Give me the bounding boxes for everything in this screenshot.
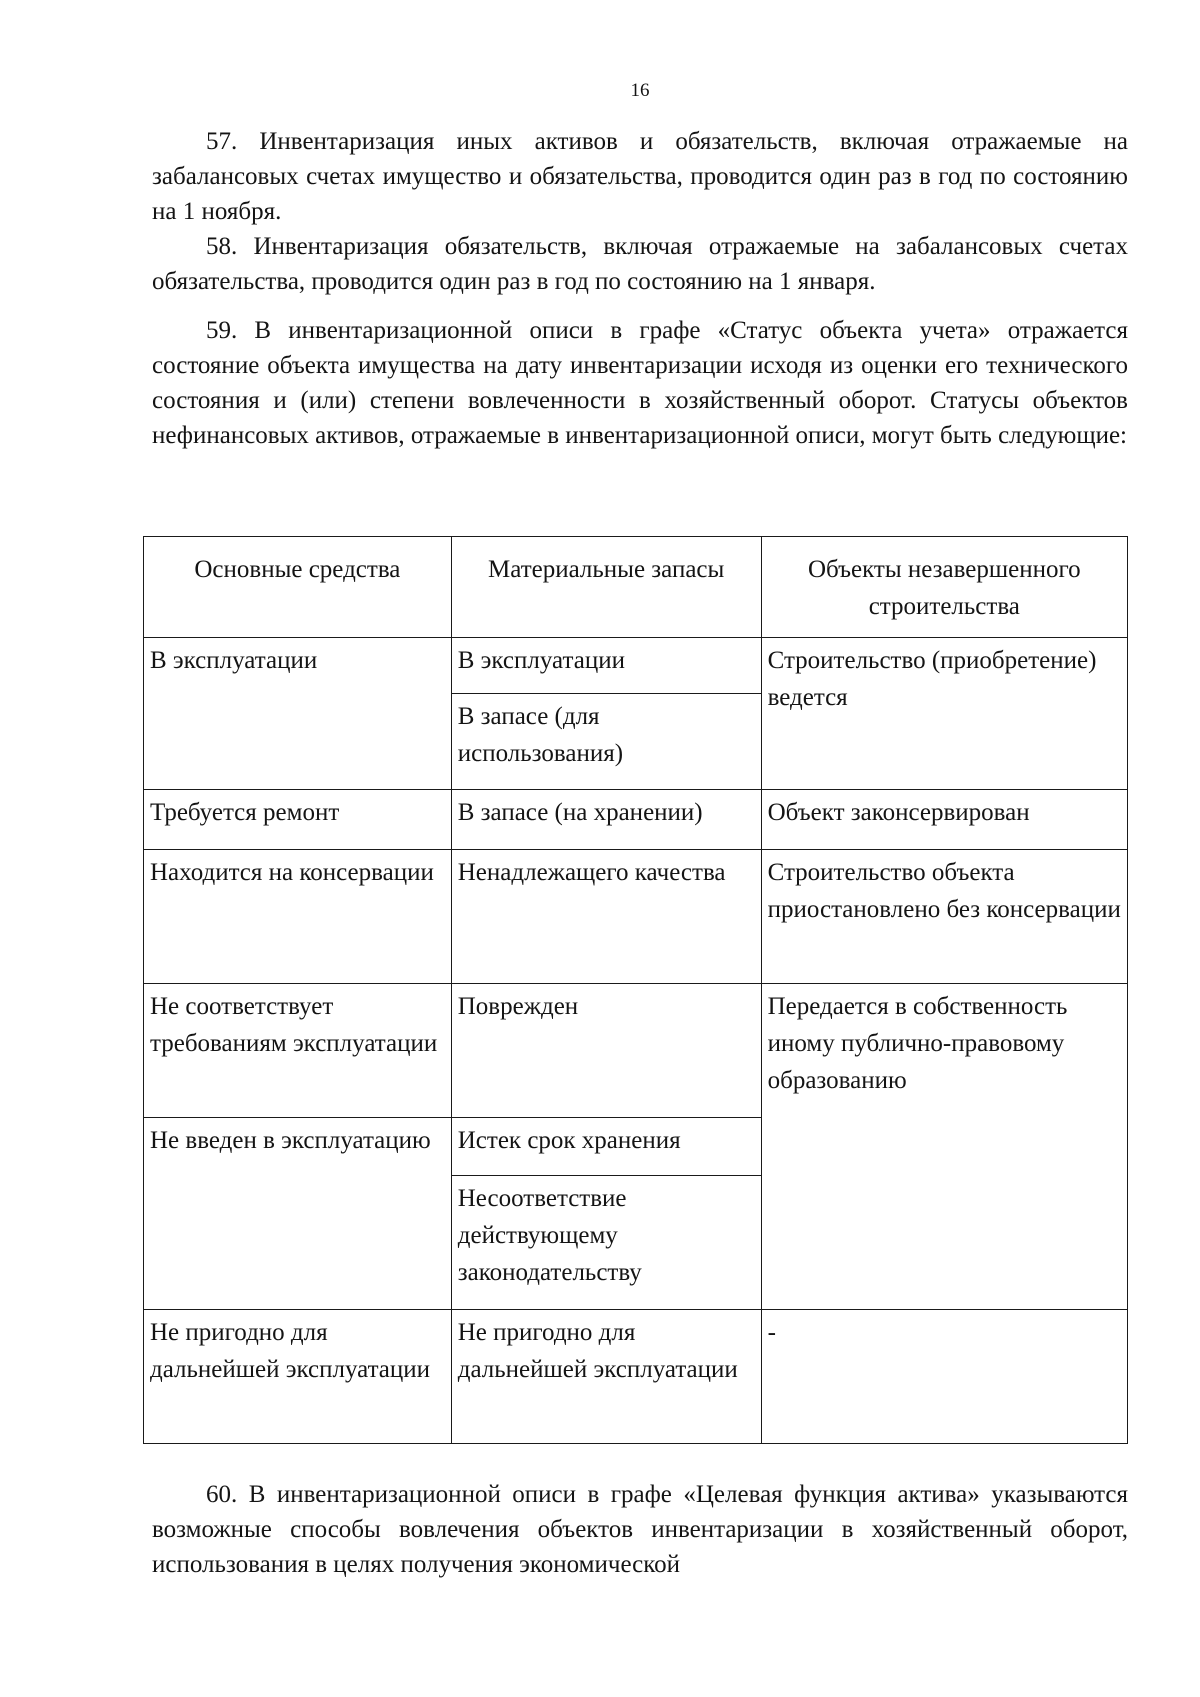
- cell-mz-noncompliance-law: Несоответствие действующему законодательству: [451, 1176, 761, 1310]
- cell-ons-conserved: Объект законсервирован: [761, 790, 1127, 850]
- table-header-row: [144, 537, 1128, 638]
- cell-ons-transfer: Передается в собственность иному публично-правовому образованию: [761, 984, 1127, 1310]
- cell-os-conservation: Находится на консервации: [144, 850, 452, 984]
- cell-os-in-use: В эксплуатации: [144, 638, 452, 790]
- asset-status-table: [143, 536, 1128, 1444]
- paragraph-60: 60. В инвентаризационной описи в графе «Целевая функция актива» указываются возможные способы вовлечения объектов инвентаризации в хозяйственный оборот, использования в целях получения экономической: [152, 1481, 1128, 1578]
- paragraph-57: 57. Инвентаризация иных активов и обязательств, включая отражаемые на забалансовых счетах имущество и обязательства, проводится один раз в год по состоянию на 1 ноября.: [152, 128, 1128, 225]
- cell-ons-in-progress: Строительство (приобретение) ведется: [761, 638, 1127, 790]
- paragraph-58: 58. Инвентаризация обязательств, включая отражаемые на забалансовых счетах обязательства, проводится один раз в год по состоянию на 1 января.: [152, 233, 1128, 295]
- cell-os-not-commissioned: Не введен в эксплуатацию: [144, 1118, 452, 1310]
- table-row: [144, 984, 1128, 1118]
- table-row: [144, 850, 1128, 984]
- table-row: [144, 1310, 1128, 1444]
- page-number: 16: [630, 80, 650, 101]
- cell-os-noncompliant: Не соответствует требованиям эксплуатации: [144, 984, 452, 1118]
- cell-mz-in-storage: В запасе (на хранении): [451, 790, 761, 850]
- header-inventories: Материальные запасы: [451, 537, 761, 638]
- header-construction-in-progress: Объекты незавершенного строительства: [761, 537, 1127, 638]
- cell-ons-suspended: Строительство объекта приостановлено без консервации: [761, 850, 1127, 984]
- header-fixed-assets: Основные средства: [144, 537, 452, 638]
- cell-os-unfit: Не пригодно для дальнейшей эксплуатации: [144, 1310, 452, 1444]
- cell-mz-poor-quality: Ненадлежащего качества: [451, 850, 761, 984]
- cell-os-repair: Требуется ремонт: [144, 790, 452, 850]
- paragraph-59: 59. В инвентаризационной описи в графе «Статус объекта учета» отражается состояние объекта имущества на дату инвентаризации исходя из оценки его технического состояния и (или) степени вовлеченности в хозяйственный оборот. Статусы объектов нефинансовых активов, отражаемые в инвентаризационной описи, могут быть следующие:: [152, 317, 1128, 449]
- cell-mz-unfit: Не пригодно для дальнейшей эксплуатации: [451, 1310, 761, 1444]
- cell-mz-expired: Истек срок хранения: [451, 1118, 761, 1176]
- cell-ons-none: -: [761, 1310, 1127, 1444]
- cell-mz-damaged: Поврежден: [451, 984, 761, 1118]
- cell-mz-in-stock-use: В запасе (для использования): [451, 694, 761, 790]
- table-row: [144, 790, 1128, 850]
- table-row: [144, 638, 1128, 694]
- cell-mz-in-use: В эксплуатации: [451, 638, 761, 694]
